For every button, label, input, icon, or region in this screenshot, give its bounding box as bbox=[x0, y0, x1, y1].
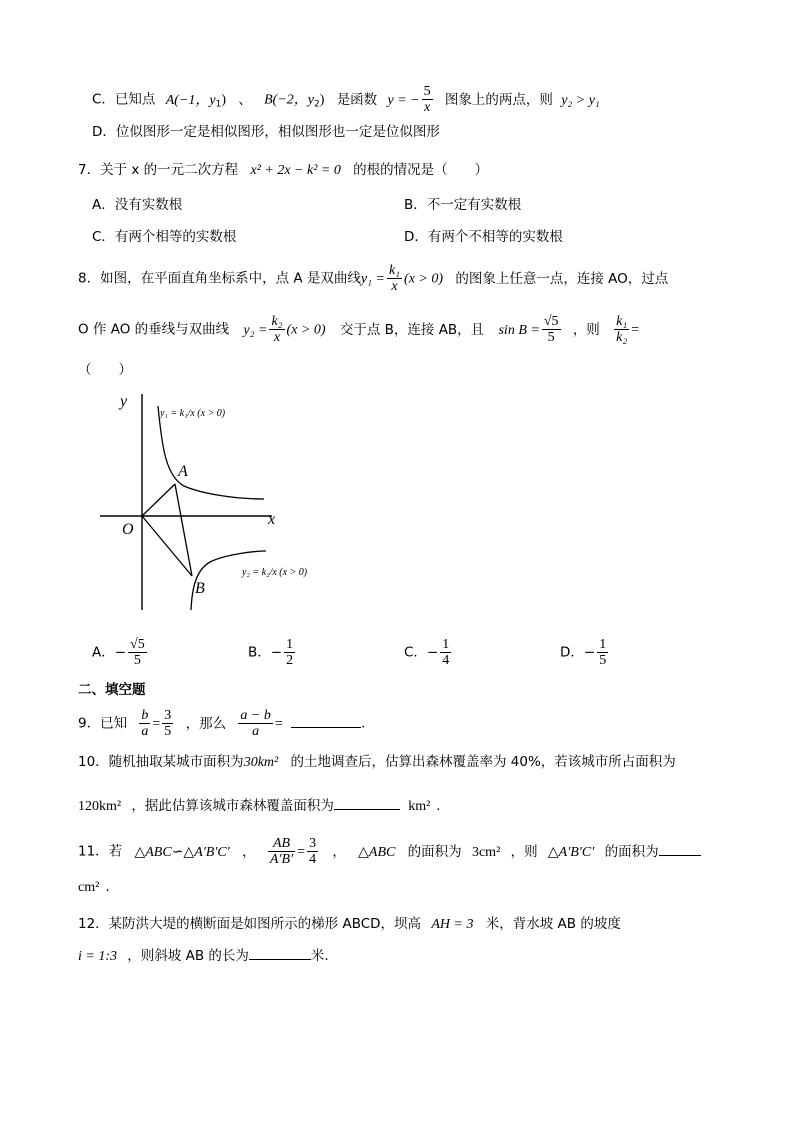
q10-answer-blank[interactable] bbox=[334, 795, 400, 810]
curve-y2-label: y₂ = k₂/x (x > 0) bbox=[242, 567, 308, 578]
q8-line-2: O 作 AO 的垂线与双曲线 y₂ = $\frac{\text{k₂}}{x}$ (x > 0) 交于点 B，连接 AB，且 sin B = $\frac{√5}{5}$ ，则 $\frac{\text{k₁}}{\text{k₂}}$ = bbox=[78, 314, 640, 345]
q12-line-1: 12．某防洪大堤的横断面是如图所示的梯形 ABCD，坝高 AH = 3 米，背水坡 AB 的坡度 bbox=[78, 916, 621, 932]
fraction: $\frac{AB}{A'B'}$ bbox=[269, 836, 294, 867]
q7-option-a: A．没有实数根 bbox=[92, 197, 183, 213]
q8-option-d: D．− $\frac{1}{5}$ bbox=[560, 637, 607, 668]
paren-close: ) bbox=[319, 92, 325, 108]
q6-option-d: D．位似图形一定是相似图形，相似图形也一定是位似图形 bbox=[92, 124, 440, 140]
point-b-label: B bbox=[195, 580, 205, 597]
fraction: $\frac{b}{a}$ bbox=[141, 708, 149, 739]
paren-close: ) bbox=[221, 92, 227, 108]
q7-stem: 7．关于 x 的一元二次方程 x² + 2x − k² = 0 的根的情况是（ ） bbox=[78, 162, 489, 178]
q7-equation: x² + 2x − k² = 0 bbox=[250, 163, 341, 178]
fraction: $\frac{√5}{5}$ bbox=[543, 314, 559, 345]
fraction: $\frac{\text{k₂}}{x}$ bbox=[271, 314, 283, 345]
segment-ab bbox=[175, 484, 192, 576]
similar-triangles: △ABC∽△A′B′C′ bbox=[134, 844, 230, 860]
q7-option-c: C．有两个相等的实数根 bbox=[92, 229, 237, 245]
q10-line-2: 120km² ，据此估算该城市森林覆盖面积为 km² . bbox=[78, 795, 441, 817]
ratio-fraction: $\frac{\text{k₁}}{\text{k₂}}$ bbox=[616, 314, 628, 345]
sub-2: 2 bbox=[313, 99, 320, 110]
fraction: $\frac{3}{5}$ bbox=[164, 708, 172, 739]
curve-y1-label: y₁ = k₁/x (x > 0) bbox=[160, 408, 226, 419]
segment-ob bbox=[142, 516, 192, 576]
q9: 9．已知 $\frac{b}{a}$ = $\frac{3}{5}$ ，那么 $\frac{a - b}{a}$ = . bbox=[78, 708, 366, 739]
q8-line-1: 8．如图，在平面直角坐标系中，点 A 是双曲线y₁ = $\frac{\text{k₁}}{x}$ (x > 0) 的图象上任意一点，连接 AO，过点 bbox=[78, 263, 669, 294]
q9-answer-blank[interactable] bbox=[291, 713, 361, 728]
point-a: A(−1，y bbox=[165, 92, 216, 108]
q7-option-d: D．有两个不相等的实数根 bbox=[404, 229, 563, 245]
fraction: $\frac{1}{4}$ bbox=[442, 637, 450, 668]
q8-option-a: A．− $\frac{√5}{5}$ bbox=[92, 637, 145, 668]
q11-line-2: cm² . bbox=[78, 879, 110, 895]
sub-1: 1 bbox=[215, 99, 222, 110]
point-b: B(−2，y bbox=[264, 92, 314, 108]
fraction: $\frac{1}{2}$ bbox=[286, 637, 294, 668]
fraction: $\frac{1}{5}$ bbox=[599, 637, 607, 668]
q12-line-2: i = 1:3 ，则斜坡 AB 的长为 米. bbox=[78, 945, 329, 967]
area-value: 120km² bbox=[78, 799, 122, 814]
area-value: 30km² bbox=[243, 755, 279, 770]
q8-answer-paren: （ ） bbox=[78, 362, 132, 378]
fraction: $\frac{a - b}{a}$ bbox=[240, 708, 271, 739]
segment-oa bbox=[142, 484, 175, 516]
q12-answer-blank[interactable] bbox=[249, 945, 311, 960]
section-title: 二、填空题 bbox=[78, 682, 146, 698]
q8-option-c: C．− $\frac{1}{4}$ bbox=[404, 637, 450, 668]
fraction: $\frac{3}{4}$ bbox=[309, 836, 317, 867]
q8-option-b: B．− $\frac{1}{2}$ bbox=[248, 637, 294, 668]
q6-option-c: C．已知点 A(−1，$y_1$) 、 B(−2，$y_2$) 是函数 y = − $\frac{5}{x}$ 图象上的两点，则 y₂ > y₁ bbox=[92, 84, 600, 115]
q7-option-b: B．不一定有实数根 bbox=[404, 197, 522, 213]
point-a-label: A bbox=[178, 463, 188, 480]
q10-line-1: 10．随机抽取某城市面积为30km² 的土地调查后，估算出森林覆盖率为 40%，若该城市所占面积为 bbox=[78, 754, 676, 770]
q8-hyperbola-figure bbox=[96, 388, 336, 618]
fraction: $\frac{5}{x}$ bbox=[423, 84, 431, 115]
fraction: $\frac{\text{k₁}}{x}$ bbox=[388, 263, 401, 294]
origin-label: O bbox=[122, 521, 134, 538]
fraction: $\frac{√5}{5}$ bbox=[130, 637, 145, 668]
q11-line-1: 11．若 △ABC∽△A′B′C′ ， $\frac{AB}{A'B'}$ = $\frac{3}{4}$ ， △ABC 的面积为 3cm² ，则 △A′B′C′ 的面积为 bbox=[78, 836, 701, 867]
y-axis-label: y bbox=[120, 393, 128, 410]
q11-answer-blank[interactable] bbox=[659, 841, 701, 856]
x-axis-label: x bbox=[268, 511, 276, 528]
